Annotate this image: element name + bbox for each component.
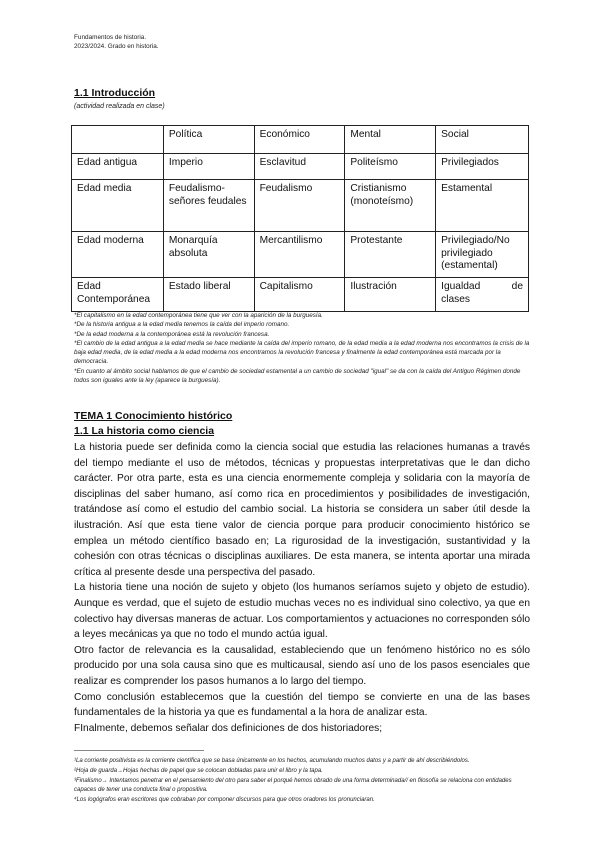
- table-cell: Imperio: [163, 154, 254, 180]
- table-note: *De la historia antigua a la edad media tenemos la caída del imperio romano.: [74, 321, 290, 329]
- body-paragraph: Otro factor de relevancia es la causalidad, estableciendo que un fenómeno histórico no es sólo producido por una sola causa sino que es multicausal, siendo así uno de los pasos esenciales que realizar es comprender los pasos humanos a lo largo del tiempo.: [74, 644, 530, 687]
- table-cell: Estamental: [436, 180, 529, 232]
- table-note: *El cambio de la edad antigua a la edad media se hace mediante la caída del imperio romano, de la edad media a la edad moderna nos encontramos la crisis de la baja edad media, de la edad media a la edad moderna nos encontramos la revolución francesa y finalmente la edad contemporánea está marcada por la democracia.: [74, 339, 530, 366]
- table-cell: Cristianismo (monoteísmo): [345, 180, 436, 232]
- body-paragraph: La historia puede ser definida como la ciencia social que estudia las relaciones humanas a través del tiempo mediante el uso de métodos, técnicas y propuestas interpretativas que le dan dicho carácter. Por otra parte, esta es una ciencia enormemente compleja y solidaria con la mayoría de disciplinas del saber humano, así como rica en procedimientos y posibilidades de investigación, tratándose así como el estudio del cambio social. La historia se considera un saber útil desde la ilustración. Así que esta tiene valor de ciencia porque para producir conocimiento histórico se emplea un método científico basado en; La rigurosidad de la investigación, sustantividad y la cohesión con otras técnicas o disciplinas auxiliares. De esta manera, se intenta aportar una mirada crítica al presente desde una perspectiva del pasado.: [74, 442, 530, 578]
- table-row: [72, 180, 529, 232]
- page-header: [74, 33, 159, 51]
- table-cell: Edad moderna: [72, 232, 164, 278]
- footnotes: [74, 757, 534, 806]
- footnote: ¹La corriente positivista es la corriente científica que se basa únicamente en los hechos, acumulando muchos datos y a partir de ahí describiéndolos.: [74, 758, 470, 764]
- table-row: [72, 278, 529, 312]
- tema-subtitle: 1.1 La historia como ciencia: [74, 425, 215, 437]
- table-cell: Privilegiados: [436, 154, 529, 180]
- table-cell: Edad Contemporánea: [72, 278, 164, 312]
- body-paragraph: Como conclusión establecemos que la cuestión del tiempo se convierte en una de las bases fundamentales de la historia ya que es fundamental a la hora de analizar esta.: [74, 691, 530, 719]
- table-header-row: [72, 126, 529, 154]
- table-cell: Ilustración: [345, 278, 436, 312]
- footnote: ³Finalismo→ Intentamos penetrar en el pensamiento del otro para saber el porqué hemos obrado de una forma determinada// en filosofía se relaciona con entidades capaces de tener una conducta final o propositiva.: [74, 777, 512, 794]
- table-cell: Politeísmo: [345, 154, 436, 180]
- header-line-2: 2023/2024. Grado en historia.: [74, 43, 159, 50]
- table-header-cell: Social: [436, 126, 529, 154]
- tema-title: TEMA 1 Conocimiento histórico: [74, 410, 233, 422]
- footnote-divider: [74, 750, 204, 751]
- header-line-1: Fundamentos de historia.: [74, 34, 147, 41]
- body-paragraph: FInalmente, debemos señalar dos definiciones de dos historiadores;: [74, 722, 383, 734]
- table-cell: Estado liberal: [163, 278, 254, 312]
- history-periods-table: [71, 125, 529, 312]
- table-note: *En cuanto al ámbito social hablamos de que el cambio de sociedad estamental a un cambio de sociedad "igual" se da con la caída del Antiguo Régimen donde todos son iguales ante la ley (aparece la burguesía).: [74, 367, 521, 385]
- table-cell: Esclavitud: [254, 154, 345, 180]
- table-note: *El capitalismo en la edad contemporánea tiene que ver con la aparición de la burguesía.: [74, 312, 323, 319]
- table-header-cell: [72, 126, 164, 154]
- table-row: [72, 232, 529, 278]
- table-cell: Mercantilismo: [254, 232, 345, 278]
- table-row: [72, 154, 529, 180]
- footnote: ⁴Los logógrafos eran escritores que cobraban por componer discursos para que otros oradores los pronunciaran.: [74, 797, 375, 804]
- table-header-cell: Económico: [254, 126, 345, 154]
- section-subtitle: (actividad realizada en clase): [74, 103, 165, 110]
- table-header-cell: Mental: [345, 126, 436, 154]
- table-cell: Privilegiado/No privilegiado (estamental): [436, 232, 529, 278]
- table-notes: [74, 311, 534, 385]
- table-cell: Feudalismo: [254, 180, 345, 232]
- table-cell: Monarquía absoluta: [163, 232, 254, 278]
- table-header-cell: Política: [163, 126, 254, 154]
- section-title: 1.1 Introducción: [74, 87, 156, 99]
- table-cell: Feudalismo-señores feudales: [163, 180, 254, 232]
- table-cell: Capitalismo: [254, 278, 345, 312]
- table-cell: Protestante: [345, 232, 436, 278]
- table-cell: Igualdad de clases: [436, 278, 529, 312]
- body-paragraph: La historia tiene una noción de sujeto y objeto (los humanos seríamos sujeto y objeto de estudio). Aunque es verdad, que el sujeto de estudio muchas veces no es individual sino colectivo, ya que en colectivo hay diversas maneras de actuar. Los comportamientos y actuaciones no corresponden sólo a leyes mecánicas ya que no todo el mundo actúa igual.: [74, 582, 530, 641]
- table-cell: Edad antigua: [72, 154, 164, 180]
- table-note: *De la edad moderna a la contemporánea está la revolución francesa.: [74, 330, 270, 338]
- footnote: ²Hoja de guarda→Hojas hechas de papel que se colocan dobladas para unir el libro y la tapa.: [74, 767, 323, 774]
- table-cell: Edad media: [72, 180, 164, 232]
- tema-body: [74, 440, 530, 736]
